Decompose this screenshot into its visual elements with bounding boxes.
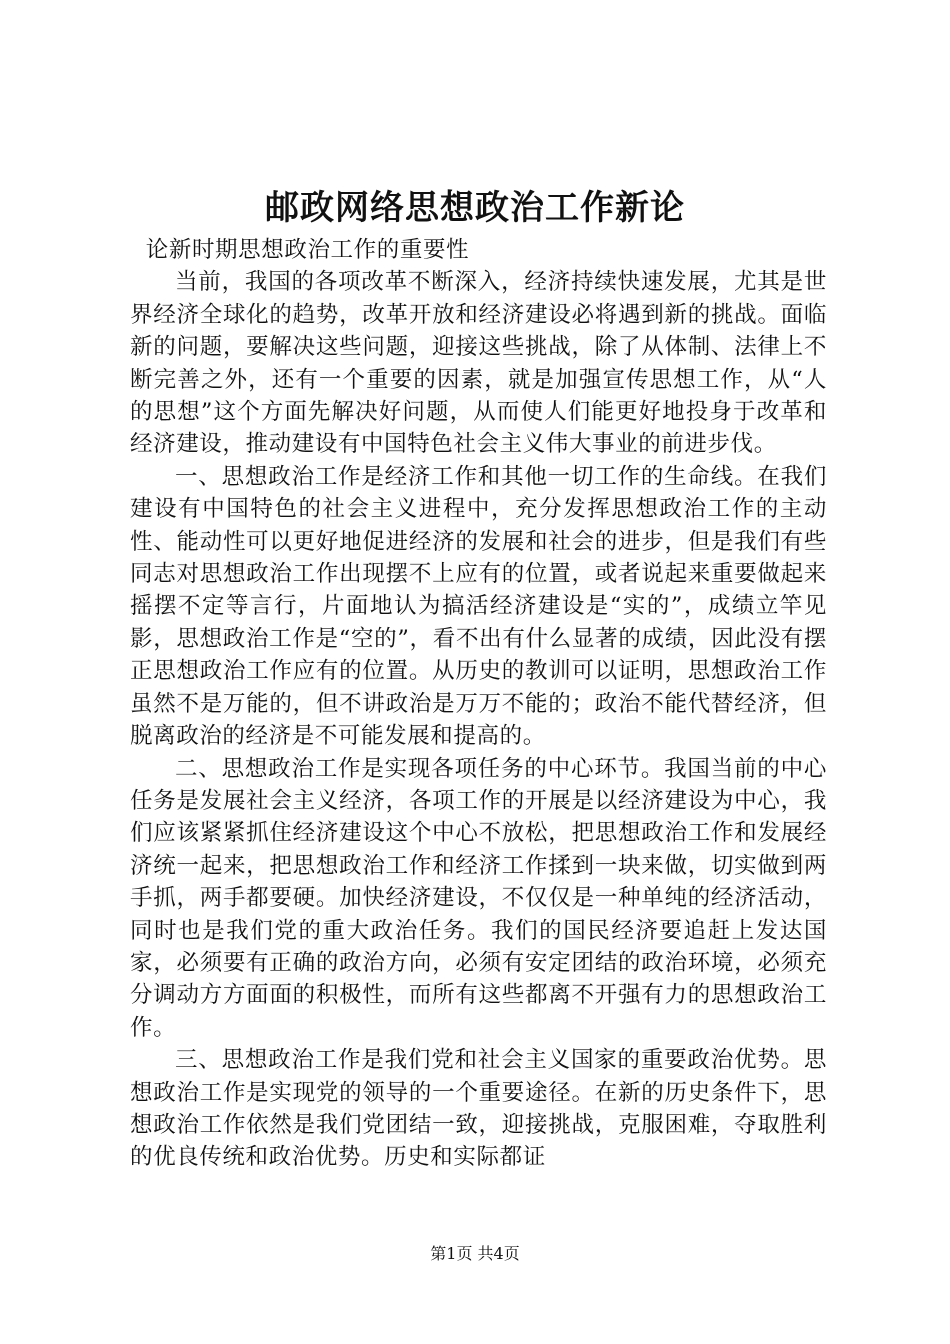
paragraph-intro: 当前，我国的各项改革不断深入，经济持续快速发展，尤其是世界经济全球化的趋势，改革开放和经济建设必将遇到新的挑战。面临新的问题，要解决这些问题，迎接这些挑战，除了从体制、法律上不断完善之外，还有一个重要的因素，就是加强宣传思想工作，从“人的思想”这个方面先解决好问题，从而使人们能更好地投身于改革和经济建设，推动建设有中国特色社会主义伟大事业的前进步伐。 — [130, 269, 827, 458]
page-number-label: 第1页 共4页 — [430, 1244, 520, 1263]
paragraph-point-2: 二、思想政治工作是实现各项任务的中心环节。我国当前的中心任务是发展社会主义经济，各项工作的开展是以经济建设为中心，我们应该紧紧抓住经济建设这个中心不放松，把思想政治工作和发展经济统一起来，把思想政治工作和经济工作揉到一块来做，切实做到两手抓，两手都要硬。加快经济建设，不仅仅是一种单纯的经济活动，同时也是我们党的重大政治任务。我们的国民经济要追赶上发达国家，必须要有正确的政治方向，必须有安定团结的政治环境，必须充分调动方方面面的积极性，而所有这些都离不开强有力的思想政治工作。 — [130, 755, 827, 1041]
document-body — [130, 234, 827, 1174]
paragraph-point-3: 三、思想政治工作是我们党和社会主义国家的重要政治优势。思想政治工作是实现党的领导的一个重要途径。在新的历史条件下，思想政治工作依然是我们党团结一致，迎接挑战，克服困难，夺取胜利的优良传统和政治优势。历史和实际都证 — [130, 1047, 827, 1171]
paragraph-point-1: 一、思想政治工作是经济工作和其他一切工作的生命线。在我们建设有中国特色的社会主义进程中，充分发挥思想政治工作的主动性、能动性可以更好地促进经济的发展和社会的进步，但是我们有些同志对思想政治工作出现摆不上应有的位置，或者说起来重要做起来摇摆不定等言行，片面地认为搞活经济建设是“实的”，成绩立竿见影，思想政治工作是“空的”，看不出有什么显著的成绩，因此没有摆正思想政治工作应有的位置。从历史的教训可以证明，思想政治工作虽然不是万能的，但不讲政治是万万不能的；政治不能代替经济，但脱离政治的经济是不可能发展和提高的。 — [130, 463, 827, 750]
section-subtitle: 论新时期思想政治工作的重要性 — [145, 237, 470, 263]
document-title: 邮政网络思想政治工作新论 — [265, 188, 685, 228]
page-footer — [0, 1244, 950, 1264]
